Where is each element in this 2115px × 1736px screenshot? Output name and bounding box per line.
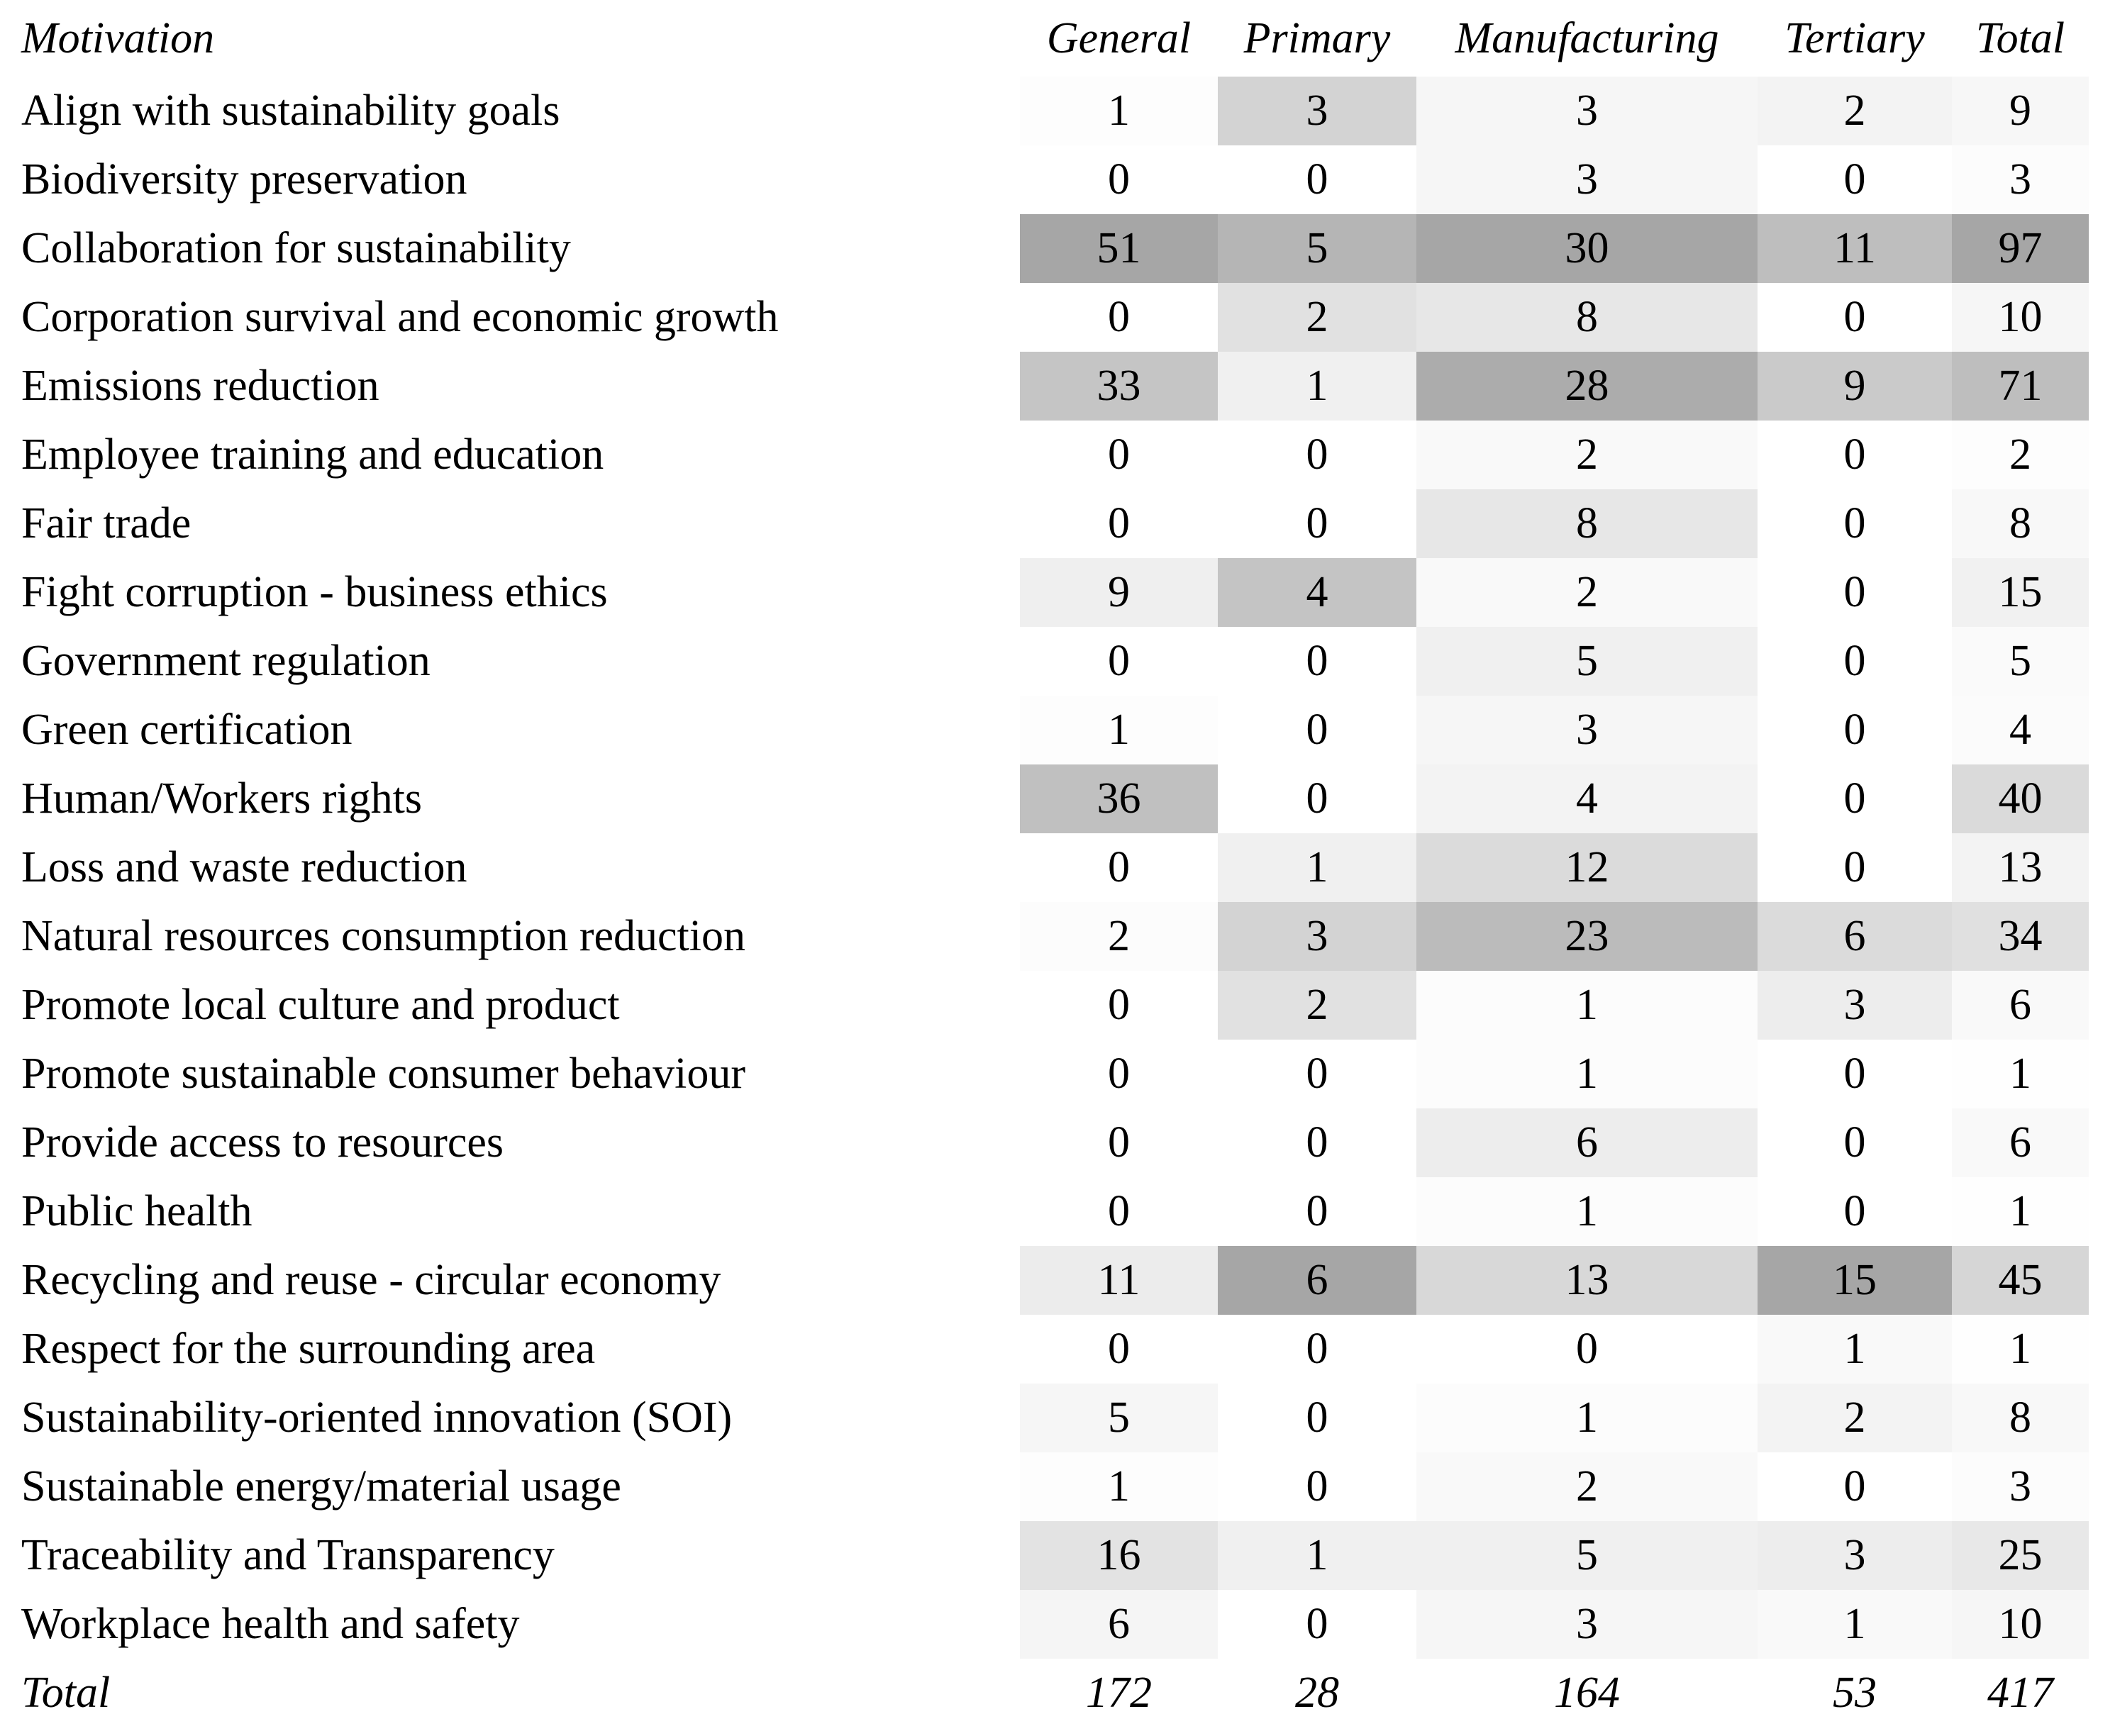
heatmap-cell: 1	[1416, 1177, 1758, 1246]
table-row	[0, 1108, 2089, 1177]
heatmap-cell: 0	[1416, 1315, 1758, 1384]
table-row	[0, 1590, 2089, 1659]
row-label: Natural resources consumption reduction	[0, 902, 1020, 971]
heatmap-cell: 3	[1416, 1590, 1758, 1659]
total-row	[0, 1659, 2089, 1727]
table-row	[0, 971, 2089, 1040]
heatmap-cell: 4	[1416, 764, 1758, 833]
row-label: Recycling and reuse - circular economy	[0, 1246, 1020, 1315]
total-value-cell: 172	[1020, 1659, 1218, 1727]
total-value-cell: 28	[1218, 1659, 1416, 1727]
heatmap-cell: 1	[1952, 1315, 2089, 1384]
table-row	[0, 627, 2089, 696]
heatmap-cell: 2	[1758, 77, 1952, 145]
total-value-cell: 53	[1758, 1659, 1952, 1727]
heatmap-cell: 0	[1218, 421, 1416, 489]
heatmap-cell: 36	[1020, 764, 1218, 833]
table-row	[0, 145, 2089, 214]
heatmap-cell: 0	[1758, 489, 1952, 558]
row-label: Provide access to resources	[0, 1108, 1020, 1177]
heatmap-cell: 0	[1218, 764, 1416, 833]
heatmap-cell: 34	[1952, 902, 2089, 971]
heatmap-cell: 2	[1758, 1384, 1952, 1452]
row-label: Biodiversity preservation	[0, 145, 1020, 214]
heatmap-cell: 3	[1758, 971, 1952, 1040]
heatmap-cell: 0	[1020, 145, 1218, 214]
heatmap-cell: 40	[1952, 764, 2089, 833]
heatmap-cell: 0	[1020, 627, 1218, 696]
table-row	[0, 352, 2089, 421]
heatmap-cell: 4	[1218, 558, 1416, 627]
heatmap-cell: 6	[1416, 1108, 1758, 1177]
table-row	[0, 1521, 2089, 1590]
heatmap-cell: 1	[1952, 1040, 2089, 1108]
table-row	[0, 833, 2089, 902]
heatmap-cell: 2	[1218, 971, 1416, 1040]
heatmap-cell: 1	[1020, 77, 1218, 145]
heatmap-cell: 1	[1218, 352, 1416, 421]
heatmap-cell: 10	[1952, 283, 2089, 352]
row-label: Promote local culture and product	[0, 971, 1020, 1040]
heatmap-cell: 0	[1218, 1108, 1416, 1177]
heatmap-cell: 0	[1218, 627, 1416, 696]
table-row	[0, 489, 2089, 558]
heatmap-cell: 0	[1758, 558, 1952, 627]
heatmap-cell: 3	[1952, 145, 2089, 214]
table-row	[0, 1384, 2089, 1452]
heatmap-cell: 51	[1020, 214, 1218, 283]
heatmap-cell: 23	[1416, 902, 1758, 971]
heatmap-cell: 5	[1218, 214, 1416, 283]
heatmap-cell: 2	[1218, 283, 1416, 352]
heatmap-cell: 0	[1020, 833, 1218, 902]
heatmap-cell: 0	[1758, 764, 1952, 833]
heatmap-cell: 0	[1020, 421, 1218, 489]
total-value-cell: 417	[1952, 1659, 2089, 1727]
heatmap-cell: 6	[1952, 971, 2089, 1040]
column-header-motivation: Motivation	[21, 13, 215, 62]
heatmap-cell: 0	[1218, 1590, 1416, 1659]
row-label: Workplace health and safety	[0, 1590, 1020, 1659]
heatmap-cell: 8	[1952, 489, 2089, 558]
heatmap-cell: 2	[1952, 421, 2089, 489]
table-row	[0, 1177, 2089, 1246]
row-label: Emissions reduction	[0, 352, 1020, 421]
row-label: Sustainable energy/material usage	[0, 1452, 1020, 1521]
heatmap-cell: 0	[1218, 1177, 1416, 1246]
heatmap-cell: 0	[1020, 1315, 1218, 1384]
heatmap-cell: 9	[1758, 352, 1952, 421]
heatmap-cell: 0	[1020, 1108, 1218, 1177]
row-label: Collaboration for sustainability	[0, 214, 1020, 283]
table-row	[0, 696, 2089, 764]
heatmap-cell: 10	[1952, 1590, 2089, 1659]
heatmap-cell: 1	[1218, 833, 1416, 902]
heatmap-cell: 0	[1218, 145, 1416, 214]
row-label: Corporation survival and economic growth	[0, 283, 1020, 352]
row-label: Human/Workers rights	[0, 764, 1020, 833]
heatmap-cell: 5	[1952, 627, 2089, 696]
table-body	[0, 77, 2089, 1727]
heatmap-cell: 97	[1952, 214, 2089, 283]
heatmap-cell: 0	[1020, 283, 1218, 352]
heatmap-cell: 33	[1020, 352, 1218, 421]
heatmap-cell: 13	[1416, 1246, 1758, 1315]
heatmap-cell: 8	[1952, 1384, 2089, 1452]
heatmap-cell: 15	[1758, 1246, 1952, 1315]
heatmap-cell: 1	[1416, 1040, 1758, 1108]
heatmap-cell: 6	[1758, 902, 1952, 971]
row-label: Promote sustainable consumer behaviour	[0, 1040, 1020, 1108]
column-header-total: Total	[1975, 13, 2065, 62]
heatmap-cell: 45	[1952, 1246, 2089, 1315]
table-row	[0, 1452, 2089, 1521]
heatmap-cell: 0	[1758, 833, 1952, 902]
column-header-tertiary: Tertiary	[1784, 13, 1925, 62]
heatmap-cell: 13	[1952, 833, 2089, 902]
heatmap-cell: 9	[1952, 77, 2089, 145]
heatmap-cell: 25	[1952, 1521, 2089, 1590]
table-row	[0, 1040, 2089, 1108]
heatmap-cell: 30	[1416, 214, 1758, 283]
heatmap-cell: 0	[1218, 1452, 1416, 1521]
heatmap-cell: 3	[1416, 77, 1758, 145]
table-row	[0, 214, 2089, 283]
total-value-cell: 164	[1416, 1659, 1758, 1727]
heatmap-cell: 5	[1416, 627, 1758, 696]
column-header-manufacturing: Manufacturing	[1455, 13, 1719, 62]
heatmap-cell: 0	[1020, 489, 1218, 558]
heatmap-cell: 8	[1416, 283, 1758, 352]
heatmap-cell: 0	[1758, 627, 1952, 696]
heatmap-cell: 2	[1020, 902, 1218, 971]
heatmap-cell: 28	[1416, 352, 1758, 421]
table-row	[0, 283, 2089, 352]
row-label: Respect for the surrounding area	[0, 1315, 1020, 1384]
heatmap-cell: 12	[1416, 833, 1758, 902]
row-label: Green certification	[0, 696, 1020, 764]
heatmap-cell: 0	[1020, 1040, 1218, 1108]
heatmap-cell: 15	[1952, 558, 2089, 627]
heatmap-cell: 5	[1020, 1384, 1218, 1452]
row-label: Align with sustainability goals	[0, 77, 1020, 145]
table-row	[0, 1315, 2089, 1384]
table-row	[0, 77, 2089, 145]
row-label: Sustainability-oriented innovation (SOI)	[0, 1384, 1020, 1452]
heatmap-cell: 5	[1416, 1521, 1758, 1590]
heatmap-cell: 0	[1758, 421, 1952, 489]
column-header-general: General	[1046, 13, 1192, 62]
heatmap-cell: 0	[1758, 145, 1952, 214]
heatmap-cell: 0	[1218, 1040, 1416, 1108]
heatmap-cell: 0	[1758, 283, 1952, 352]
heatmap-cell: 0	[1758, 1108, 1952, 1177]
row-label: Government regulation	[0, 627, 1020, 696]
heatmap-cell: 3	[1218, 902, 1416, 971]
row-label: Public health	[0, 1177, 1020, 1246]
heatmap-cell: 6	[1218, 1246, 1416, 1315]
heatmap-cell: 3	[1416, 696, 1758, 764]
heatmap-cell: 3	[1952, 1452, 2089, 1521]
heatmap-cell: 11	[1020, 1246, 1218, 1315]
heatmap-cell: 1	[1758, 1590, 1952, 1659]
heatmap-cell: 0	[1758, 1177, 1952, 1246]
heatmap-cell: 6	[1952, 1108, 2089, 1177]
heatmap-cell: 0	[1758, 696, 1952, 764]
table-row	[0, 1246, 2089, 1315]
heatmap-cell: 8	[1416, 489, 1758, 558]
heatmap-cell: 11	[1758, 214, 1952, 283]
heatmap-cell: 0	[1218, 696, 1416, 764]
heatmap-cell: 1	[1416, 971, 1758, 1040]
heatmap-cell: 0	[1020, 1177, 1218, 1246]
heatmap-cell: 2	[1416, 1452, 1758, 1521]
heatmap-cell: 3	[1758, 1521, 1952, 1590]
heatmap-cell: 0	[1218, 1384, 1416, 1452]
heatmap-cell: 9	[1020, 558, 1218, 627]
heatmap-cell: 2	[1416, 558, 1758, 627]
table-row	[0, 902, 2089, 971]
heatmap-cell: 71	[1952, 352, 2089, 421]
heatmap-cell: 16	[1020, 1521, 1218, 1590]
heatmap-cell: 3	[1218, 77, 1416, 145]
row-label: Employee training and education	[0, 421, 1020, 489]
table-row	[0, 764, 2089, 833]
heatmap-cell: 1	[1952, 1177, 2089, 1246]
header-row	[0, 0, 2089, 77]
heatmap-cell: 4	[1952, 696, 2089, 764]
heatmap-cell: 1	[1020, 696, 1218, 764]
heatmap-cell: 1	[1416, 1384, 1758, 1452]
row-label: Loss and waste reduction	[0, 833, 1020, 902]
heatmap-cell: 1	[1758, 1315, 1952, 1384]
heatmap-cell: 6	[1020, 1590, 1218, 1659]
heatmap-cell: 1	[1020, 1452, 1218, 1521]
table-row	[0, 421, 2089, 489]
heatmap-cell: 0	[1218, 489, 1416, 558]
heatmap-cell: 2	[1416, 421, 1758, 489]
heatmap-cell: 0	[1758, 1452, 1952, 1521]
heatmap-cell: 0	[1758, 1040, 1952, 1108]
heatmap-cell: 1	[1218, 1521, 1416, 1590]
total-row-label: Total	[0, 1659, 1020, 1727]
heatmap-cell: 0	[1218, 1315, 1416, 1384]
row-label: Traceability and Transparency	[0, 1521, 1020, 1590]
row-label: Fight corruption - business ethics	[0, 558, 1020, 627]
row-label: Fair trade	[0, 489, 1020, 558]
column-header-primary: Primary	[1243, 13, 1391, 62]
table-row	[0, 558, 2089, 627]
heatmap-cell: 3	[1416, 145, 1758, 214]
heatmap-cell: 0	[1020, 971, 1218, 1040]
